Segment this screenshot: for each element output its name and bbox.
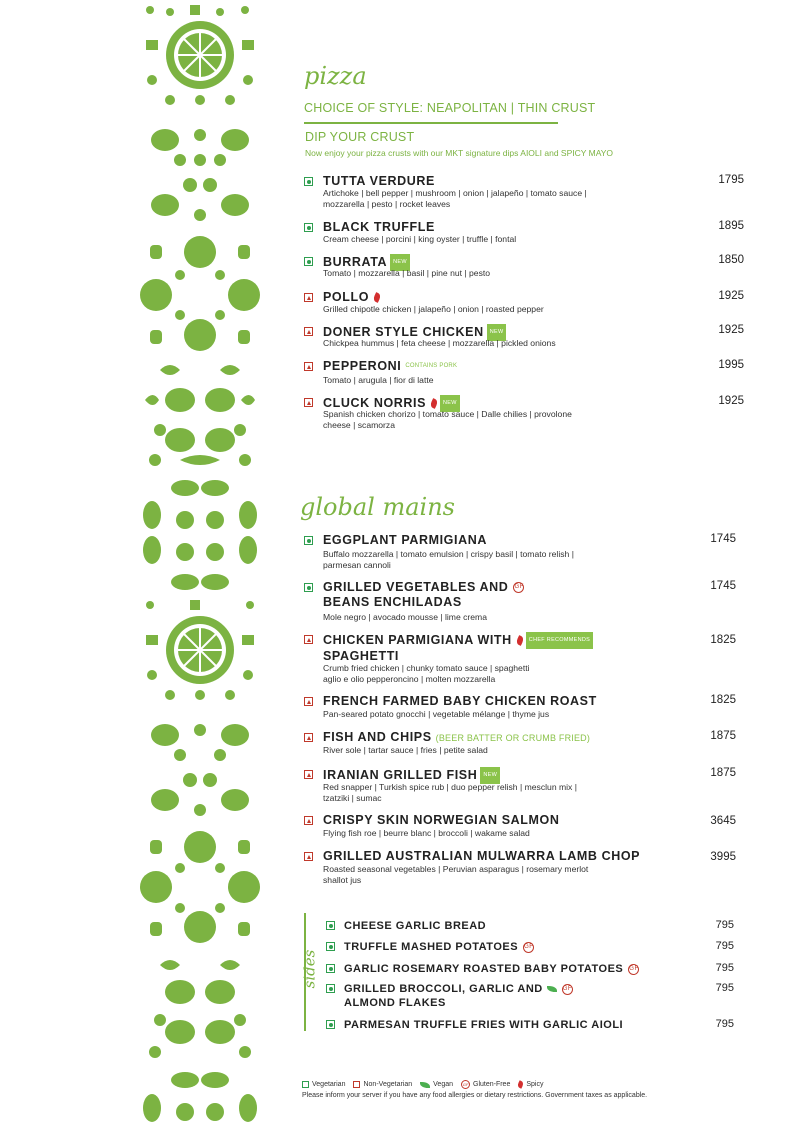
item-desc: Cream cheese | porcini | king oyster | truffle | fontal <box>323 234 517 244</box>
non-vegetarian-icon <box>304 733 313 742</box>
item-desc-2: shallot jus <box>323 875 362 885</box>
item-desc: Grilled chipotle chicken | jalapeño | onion | roasted pepper <box>323 304 544 314</box>
item-price: 1875 <box>710 767 736 779</box>
item-price: 795 <box>715 1018 734 1030</box>
item-name-text: CHICKEN PARMIGIANA WITH <box>323 632 512 647</box>
spicy-icon <box>372 292 381 303</box>
legend-gluten-free <box>461 1080 510 1089</box>
legend-vegan <box>420 1081 453 1088</box>
item-name: PARMESAN TRUFFLE FRIES WITH GARLIC AIOLI <box>344 1019 624 1031</box>
item-price: 1825 <box>710 634 736 646</box>
item-desc: Artichoke | bell pepper | mushroom | onion | jalapeño | tomato sauce | <box>323 188 587 198</box>
item-name <box>323 632 593 664</box>
item-desc: Pan-seared potato gnocchi | vegetable mélange | thyme jus <box>323 709 550 719</box>
vegetarian-icon <box>304 257 313 266</box>
decorative-food-pattern <box>140 0 260 1123</box>
item-name: TUTTA VERDURE <box>323 174 435 188</box>
item-name <box>344 982 573 1010</box>
item-price: 1925 <box>718 324 744 336</box>
dietary-legend <box>302 1080 551 1089</box>
item-name-text: GARLIC ROSEMARY ROASTED BABY POTATOES <box>344 963 624 975</box>
new-badge: NEW <box>480 767 500 784</box>
item-desc-2: cheese | scamorza <box>323 420 395 430</box>
non-vegetarian-icon <box>304 398 313 407</box>
new-badge: NEW <box>440 395 460 412</box>
vegan-icon <box>420 1082 430 1088</box>
gluten-free-icon: GF <box>628 964 639 975</box>
legend-label: Vegan <box>433 1081 453 1088</box>
vegan-icon <box>547 986 557 992</box>
gluten-free-icon: GF <box>562 984 573 995</box>
item-desc: Chickpea hummus | feta cheese | mozzarella | pickled onions <box>323 338 556 348</box>
gluten-free-icon: GF <box>523 942 534 953</box>
item-name-text: POLLO <box>323 290 370 304</box>
item-name-text: GRILLED BROCCOLI, GARLIC AND <box>344 983 543 995</box>
item-price: 1745 <box>710 580 736 592</box>
item-desc-2: parmesan cannoli <box>323 560 391 570</box>
item-name <box>323 359 457 374</box>
item-price: 1745 <box>710 533 736 545</box>
item-desc-2: tzatziki | sumac <box>323 793 382 803</box>
item-name-text-2: SPAGHETTI <box>323 649 400 663</box>
item-name <box>323 290 380 305</box>
non-vegetarian-icon <box>304 293 313 302</box>
item-desc: Spanish chicken chorizo | tomato sauce | Dalle chilies | provolone <box>323 409 572 419</box>
item-name-text: GRILLED VEGETABLES AND <box>323 580 509 594</box>
item-name-text: DONER STYLE CHICKEN <box>323 324 484 339</box>
item-name-text: IRANIAN GRILLED FISH <box>323 767 478 782</box>
vegetarian-icon <box>326 984 335 993</box>
legend-label: Vegetarian <box>312 1081 346 1088</box>
item-price: 1925 <box>718 395 744 407</box>
non-vegetarian-icon <box>304 816 313 825</box>
spicy-icon <box>515 635 524 646</box>
gluten-free-icon: GF <box>462 1082 469 1087</box>
non-vegetarian-icon <box>304 327 313 336</box>
non-vegetarian-icon <box>304 852 313 861</box>
spicy-icon <box>517 1080 524 1088</box>
vegetarian-icon <box>326 964 335 973</box>
gluten-free-icon: GF <box>513 582 524 593</box>
legend-label: Non-Vegetarian <box>363 1081 413 1088</box>
item-desc: Mole negro | avocado mousse | lime crema <box>323 612 487 622</box>
dip-crust-title: DIP YOUR CRUST <box>305 130 415 144</box>
non-vegetarian-icon <box>304 697 313 706</box>
vegetarian-icon <box>326 942 335 951</box>
item-desc: Flying fish roe | beurre blanc | broccoli | wakame salad <box>323 828 530 838</box>
batter-option-label: (BEER BATTER OR CRUMB FRIED) <box>435 733 591 743</box>
item-price: 795 <box>715 919 734 931</box>
item-desc: Red snapper | Turkish spice rub | duo pepper relish | mesclun mix | <box>323 782 577 792</box>
pizza-divider <box>304 122 558 124</box>
item-desc: Tomato | arugula | fior di latte <box>323 375 434 385</box>
item-name <box>323 580 524 610</box>
item-name: FRENCH FARMED BABY CHICKEN ROAST <box>323 694 597 708</box>
item-price: 795 <box>715 962 734 974</box>
item-name <box>344 962 639 976</box>
item-desc-2: mozzarella | pesto | rocket leaves <box>323 199 451 209</box>
new-badge: NEW <box>487 324 507 341</box>
contains-pork-label: CONTAINS PORK <box>405 363 458 370</box>
item-price: 3995 <box>710 851 736 863</box>
item-price: 795 <box>715 940 734 952</box>
item-desc: River sole | tartar sauce | fries | petite salad <box>323 745 488 755</box>
chef-recommends-badge: CHEF RECOMMENDS <box>526 632 593 649</box>
item-name-text: FISH AND CHIPS <box>323 730 432 744</box>
item-name: CRISPY SKIN NORWEGIAN SALMON <box>323 813 560 827</box>
legend-vegetarian <box>302 1081 345 1088</box>
vegetarian-icon <box>326 921 335 930</box>
non-vegetarian-icon <box>304 635 313 644</box>
non-vegetarian-icon <box>353 1081 360 1088</box>
item-name: BLACK TRUFFLE <box>323 220 435 234</box>
non-vegetarian-icon <box>304 770 313 779</box>
item-price: 1875 <box>710 730 736 742</box>
vegetarian-icon <box>304 583 313 592</box>
vegetarian-icon <box>304 177 313 186</box>
mains-section-title: global mains <box>300 493 455 521</box>
legend-label: Spicy <box>526 1081 544 1088</box>
new-badge: NEW <box>390 254 410 271</box>
vegetarian-icon <box>302 1081 309 1088</box>
item-name-text-2: ALMOND FLAKES <box>344 997 446 1009</box>
pizza-style-line: CHOICE OF STYLE: NEAPOLITAN | THIN CRUST <box>304 101 596 115</box>
allergy-note: Please inform your server if you have any food allergies or dietary restrictions. Government taxes as applicable. <box>302 1092 648 1099</box>
dip-crust-desc: Now enjoy your pizza crusts with our MKT signature dips AIOLI and SPICY MAYO <box>305 148 614 158</box>
item-name-text: BURRATA <box>323 254 388 269</box>
item-price: 1850 <box>718 254 744 266</box>
item-price: 1825 <box>710 694 736 706</box>
item-desc: Roasted seasonal vegetables | Peruvian asparagus | rosemary merlot <box>323 864 589 874</box>
item-name-text-2: BEANS ENCHILADAS <box>323 595 462 609</box>
legend-label: Gluten-Free <box>473 1081 511 1088</box>
item-name: EGGPLANT PARMIGIANA <box>323 533 487 547</box>
item-price: 1995 <box>718 359 744 371</box>
non-vegetarian-icon <box>304 362 313 371</box>
item-desc: Crumb fried chicken | chunky tomato sauce | spaghetti <box>323 663 530 673</box>
item-price: 795 <box>715 982 734 994</box>
legend-spicy <box>518 1081 543 1088</box>
legend-non-vegetarian <box>353 1081 412 1088</box>
item-price: 3645 <box>710 815 736 827</box>
item-desc: Tomato | mozzarella | basil | pine nut | pesto <box>323 268 491 278</box>
item-name <box>344 940 534 954</box>
item-name: GRILLED AUSTRALIAN MULWARRA LAMB CHOP <box>323 849 641 863</box>
item-price: 1895 <box>718 220 744 232</box>
item-name <box>323 730 590 746</box>
vegetarian-icon <box>304 536 313 545</box>
item-price: 1795 <box>718 174 744 186</box>
item-name-text: TRUFFLE MASHED POTATOES <box>344 941 519 953</box>
item-name-text: PEPPERONI <box>323 359 402 373</box>
item-price: 1925 <box>718 290 744 302</box>
item-desc: Buffalo mozzarella | tomato emulsion | crispy basil | tomato relish | <box>323 549 574 559</box>
sides-section-title: sides <box>300 949 319 989</box>
item-name-text: CLUCK NORRIS <box>323 395 427 410</box>
item-name: CHEESE GARLIC BREAD <box>344 920 487 932</box>
vegetarian-icon <box>326 1020 335 1029</box>
pizza-section-title: pizza <box>304 62 367 90</box>
item-desc-2: aglio e olio pepperoncino | molten mozzarella <box>323 674 496 684</box>
vegetarian-icon <box>304 223 313 232</box>
spicy-icon <box>429 398 438 409</box>
